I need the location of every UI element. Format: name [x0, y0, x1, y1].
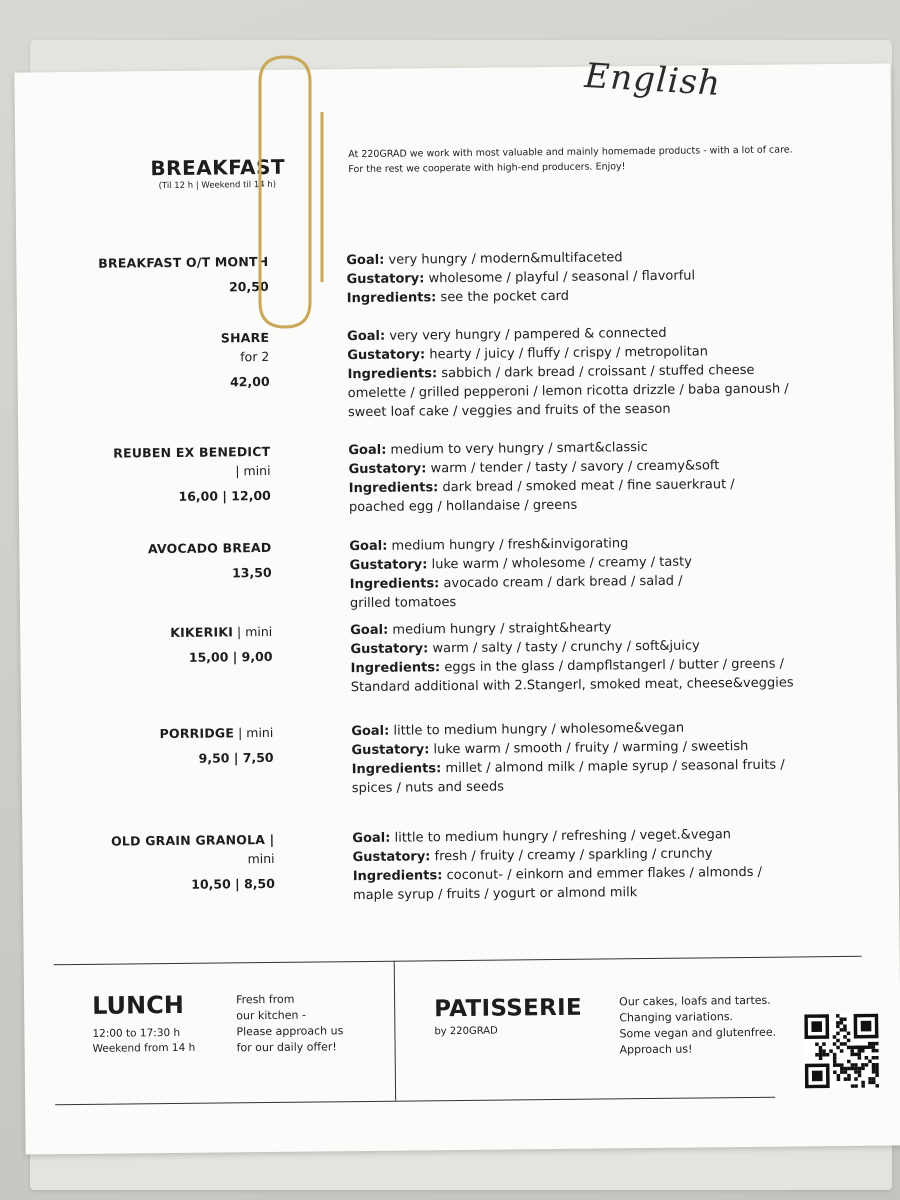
menu-item [96, 246, 876, 307]
ingredients-line-value: spices / nuts and seeds [351, 779, 505, 797]
ingredients-line-value: Standard additional with 2.Stangerl, smoked meat, cheese&veggies [350, 675, 794, 696]
ingredients-line-label: Ingredients: [348, 480, 439, 497]
paper-clip [240, 52, 350, 332]
section-divider-top [54, 956, 862, 965]
menu-item-heading [97, 328, 270, 393]
goal-line-label: Goal: [350, 622, 389, 639]
ingredients-line-label: Ingredients: [349, 576, 440, 593]
menu-item-name: REUBEN EX BENEDICT [113, 443, 271, 461]
lunch-desc-line: for our daily offer! [236, 1040, 337, 1055]
goal-line-value: medium to very hungry / smart&classic [390, 440, 648, 458]
ingredients-line-value: omelette / grilled pepperoni / lemon ricotta drizzle / baba ganoush / [347, 381, 789, 402]
menu-item-price: 9,50 | 7,50 [198, 749, 274, 766]
menu-page [14, 55, 900, 1154]
qr-code-icon[interactable] [804, 1014, 879, 1089]
ingredients-line-label: Ingredients: [350, 660, 441, 677]
ingredients-line-value: grilled tomatoes [349, 595, 457, 612]
lunch-hours-line: 12:00 to 17:30 h [92, 1026, 181, 1040]
goal-line-label: Goal: [349, 538, 388, 555]
menu-item-price: 20,50 [228, 278, 269, 295]
gustatory-line-label: Gustatory: [349, 557, 428, 574]
menu-item-name: PORRIDGE [159, 725, 235, 742]
menu-item-heading [98, 442, 271, 507]
intro-line: For the rest we cooperate with high-end producers. Enjoy! [348, 161, 626, 176]
menu-item-details [346, 246, 807, 308]
gustatory-line-label: Gustatory: [346, 271, 425, 288]
ingredients-line-value: eggs in the glass / dampflstangerl / butter / greens / [444, 656, 785, 676]
patisserie-desc-line: Some vegan and glutenfree. [619, 1025, 777, 1041]
menu-item [102, 824, 882, 904]
goal-line-label: Goal: [352, 830, 391, 847]
ingredients-line [349, 493, 809, 517]
menu-item-name: OLD GRAIN GRANOLA | [110, 831, 275, 849]
patisserie-description [619, 993, 776, 1059]
menu-item [98, 436, 878, 516]
breakfast-hours: (Til 12 h | Weekend til 14 h) [158, 179, 277, 192]
ingredients-line-value: poached egg / hollandaise / greens [348, 497, 578, 516]
patisserie-desc-line: Approach us! [619, 1042, 693, 1057]
lunch-description [236, 991, 344, 1056]
goal-line-value: little to medium hungry / refreshing / veget.&vegan [394, 827, 732, 846]
gustatory-line-value: luke warm / smooth / fruity / warming / sweetish [433, 738, 749, 758]
ingredients-line-value: sweet loaf cake / veggies and fruits of the season [347, 401, 671, 421]
ingredients-line [351, 673, 811, 697]
menu-item-variant: | mini [235, 462, 271, 479]
ingredients-line [352, 774, 812, 798]
goal-line-value: very hungry / modern&multifaceted [388, 250, 623, 268]
ingredients-line-label: Ingredients: [351, 761, 442, 778]
gustatory-line-label: Gustatory: [348, 461, 427, 478]
gustatory-line-value: fresh / fruity / creamy / sparkling / crunchy [434, 846, 713, 865]
lunch-hours [92, 1026, 195, 1057]
gustatory-line-label: Gustatory: [350, 641, 429, 658]
gustatory-line-label: Gustatory: [347, 347, 426, 364]
ingredients-line [353, 881, 813, 905]
menu-item [100, 616, 880, 696]
ingredients-line-label: Ingredients: [347, 366, 438, 383]
gustatory-line-value: warm / tender / tasty / savory / creamy&soft [430, 458, 720, 477]
ingredients-line-value: see the pocket card [440, 288, 570, 306]
menu-item-variant: for 2 [240, 348, 270, 365]
menu-item-price: 16,00 | 12,00 [178, 487, 271, 504]
breakfast-title: BREAKFAST [150, 154, 286, 181]
menu-item-variant: mini [247, 850, 275, 867]
menu-item-variant: | mini [234, 724, 274, 741]
ingredients-line-value: millet / almond milk / maple syrup / seasonal fruits / [445, 757, 785, 777]
menu-item [97, 322, 877, 421]
menu-item-details [350, 616, 811, 697]
patisserie-title: PATISSERIE [434, 994, 583, 1023]
menu-item-heading [99, 538, 271, 584]
menu-item-price: 42,00 [229, 373, 270, 390]
goal-line-value: very very hungry / pampered & connected [389, 325, 667, 344]
menu-item-details [349, 532, 810, 613]
gustatory-line-label: Gustatory: [352, 849, 431, 866]
section-divider-bottom [55, 1097, 775, 1106]
patisserie-byline: by 220GRAD [434, 1025, 498, 1038]
menu-item-name: SHARE [220, 329, 270, 346]
section-divider-vertical [394, 961, 396, 1101]
menu-item-name: KIKERIKI [170, 624, 234, 641]
menu-item-name: AVOCADO BREAD [147, 539, 272, 557]
gustatory-line-label: Gustatory: [351, 742, 430, 759]
menu-item-price: 15,00 | 9,00 [188, 648, 273, 665]
lunch-title: LUNCH [91, 990, 184, 1020]
goal-line-label: Goal: [346, 252, 385, 269]
goal-line-label: Goal: [351, 723, 390, 740]
patisserie-desc-line: Our cakes, loafs and tartes. [619, 993, 771, 1009]
menu-item-details [352, 824, 813, 905]
goal-line-label: Goal: [347, 328, 386, 345]
ingredients-line-value: avocado cream / dark bread / salad / [443, 573, 683, 592]
menu-item [99, 532, 879, 612]
intro-line: At 220GRAD we work with most valuable and mainly homemade products - with a lot of care. [348, 144, 793, 161]
menu-item-variant: | mini [232, 623, 273, 640]
goal-line-value: medium hungry / straight&hearty [392, 620, 612, 638]
intro-text [348, 142, 808, 177]
menu-item-price: 10,50 | 8,50 [191, 875, 275, 892]
gustatory-line-value: wholesome / playful / seasonal / flavorful [428, 268, 696, 287]
menu-item-details [348, 436, 809, 517]
gustatory-line-value: luke warm / wholesome / creamy / tasty [431, 554, 692, 573]
goal-line-label: Goal: [348, 442, 387, 459]
menu-item-price: 13,50 [231, 564, 272, 581]
patisserie-desc-line: Changing variations. [619, 1010, 734, 1025]
menu-item-details [347, 322, 808, 422]
ingredients-line-value: dark bread / smoked meat / fine sauerkraut / [442, 477, 735, 496]
ingredients-line-value: maple syrup / fruits / yogurt or almond milk [352, 885, 638, 904]
gustatory-line-value: hearty / juicy / fluffy / crispy / metropolitan [429, 344, 709, 363]
goal-line-value: medium hungry / fresh&invigorating [391, 536, 629, 554]
menu-item-heading [101, 723, 273, 769]
menu-item [101, 717, 881, 797]
menu-item-name: BREAKFAST O/T MONTH [98, 253, 269, 271]
ingredients-line-label: Ingredients: [352, 868, 443, 885]
lunch-desc-line: our kitchen - [236, 1008, 306, 1023]
ingredients-line [348, 398, 808, 422]
handwritten-language-note: English [583, 55, 723, 104]
ingredients-line-label: Ingredients: [346, 290, 437, 307]
lunch-desc-line: Fresh from [236, 992, 295, 1007]
menu-item-heading [102, 830, 275, 895]
ingredients-line [347, 284, 807, 308]
gustatory-line-value: warm / salty / tasty / crunchy / soft&juicy [432, 638, 700, 657]
goal-line-value: little to medium hungry / wholesome&vegan [393, 720, 685, 739]
lunch-hours-line: Weekend from 14 h [92, 1041, 196, 1055]
ingredients-line-value: sabbich / dark bread / croissant / stuffed cheese [441, 362, 755, 382]
ingredients-line-value: coconut- / einkorn and emmer flakes / almonds / [446, 864, 763, 884]
menu-item-details [351, 717, 812, 798]
lunch-desc-line: Please approach us [236, 1024, 344, 1039]
ingredients-line [350, 589, 810, 613]
menu-item-heading [100, 622, 272, 668]
